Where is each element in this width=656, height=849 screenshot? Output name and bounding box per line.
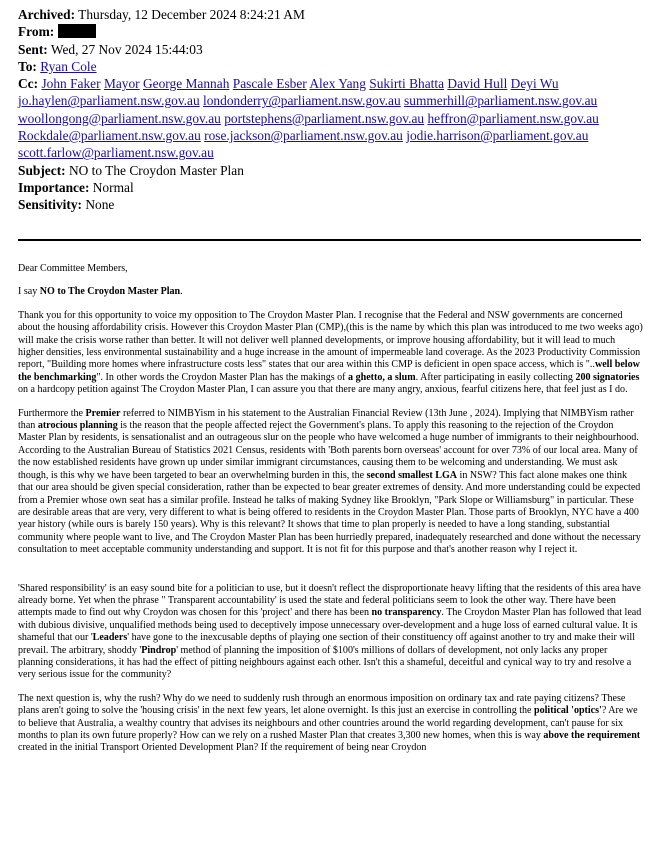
cc-email-link[interactable]: jo.haylen@parliament.nsw.gov.au bbox=[18, 93, 200, 109]
archived-label: Archived: bbox=[18, 7, 76, 22]
cc-recipient-link[interactable]: Deyi Wu bbox=[510, 76, 559, 92]
emphasis-text: atrocious planning bbox=[37, 420, 118, 432]
intro-text: I say bbox=[18, 286, 40, 298]
cc-recipient-link[interactable]: George Mannah bbox=[143, 76, 230, 92]
cc-recipient-link[interactable]: John Faker bbox=[41, 76, 101, 92]
to-label: To: bbox=[18, 58, 37, 74]
paragraph-3 bbox=[18, 583, 643, 682]
from-row bbox=[18, 23, 648, 40]
cc-email-link[interactable]: Rockdale@parliament.nsw.gov.au bbox=[18, 128, 201, 144]
redacted-sender bbox=[58, 24, 96, 38]
greeting: Dear Committee Members, bbox=[18, 263, 128, 274]
body-text: in NSW? This fact alone makes one think that our area should be given special consideration, rather than be expected to bear greater extremes of density. And more understanding could be expected from a Premier whose own seat has a similar profile. Instead he talks of making Sydney like Brooklyn, "Park Slope or Williamsburg" in particular. These are desirable areas that are very, very different to what is being offered to residents in the Croydon Master Plan. Those parts of Brooklyn, NYC have a 400 year history (while ours is barely 150 years). Why is this relevant? It shows that time to plan properly is needed to have a long standing, substantial community where people want to live, and The Croydon Master Plan has been hurriedly prepared, inadequately researched and done without the necessary consultation to meet acceptable community understanding and support. It is not fit for this purpose and that's another reason why I reject it. bbox=[18, 469, 641, 556]
intro-end: . bbox=[180, 286, 183, 298]
sent-label: Sent: bbox=[18, 41, 48, 57]
emphasis-text: Pindrop bbox=[141, 644, 177, 656]
sensitivity-value: None bbox=[85, 197, 115, 213]
to-recipient-link[interactable]: Ryan Cole bbox=[40, 58, 97, 74]
importance-label: Importance: bbox=[18, 179, 90, 195]
cc-names bbox=[41, 76, 558, 91]
emphasis-text: Premier bbox=[85, 407, 121, 419]
body-text: on a hardcopy petition against The Croydon Master Plan, I can assure you that there are many angry, anxious, fearful citizens here, that feel just as I do. bbox=[18, 384, 628, 396]
body-text: Thank you for this opportunity to voice my opposition to The Croydon Master Plan. I recognise that the Federal and NSW governments are concerned about the housing affordability crisis. However this Croydon Master Plan (CMP),(this is the name by which this plan was introduced to me two weeks ago) will make the crisis worse rather than better. It will not deliver well planned developments, or improve housing affordability, but it will lead to much higher densities, less environmental sustainability and a huge increase in the amount of impermeable land coverage. As the 2023 Productivity Commission report, "Building more homes where infrastructure costs less" states that our area within this CMP is deficient in open space access, which is ".. bbox=[18, 309, 643, 371]
body-text: referred to NIMBYism in his statement to the Australian Financial Review (13th June , 2024). Implying that NIMBYism rather than bbox=[18, 407, 634, 432]
body-text: 'Shared responsibility' is an easy sound bite for a politician to use, but it doesn't reflect the disproportionate heavy lifting that the residents of this area have already borne. Yet when the phrase " Transparent accountability' is used the state and federal politicians seem to look the other way. There have been attempts made to find out why Croydon was chosen for this 'project' and there has been bbox=[18, 582, 641, 619]
header-divider bbox=[18, 239, 641, 241]
cc-email-link[interactable]: woollongong@parliament.nsw.gov.au bbox=[18, 110, 221, 126]
emphasis-text: second smallest LGA bbox=[366, 469, 458, 481]
cc-label: Cc: bbox=[18, 76, 39, 92]
sent-row bbox=[18, 41, 648, 58]
cc-recipient-link[interactable]: Pascale Esber bbox=[232, 76, 307, 92]
email-body bbox=[18, 263, 643, 766]
cc-recipient-link[interactable]: Alex Yang bbox=[309, 76, 366, 92]
sensitivity-row bbox=[18, 196, 648, 213]
emphasis-text: no transparency bbox=[371, 607, 442, 619]
body-text: ? Are we to believe that Australia, a wealthy country that advises its neighbours and other countries around the world regarding development, can't pause for six months to plan its own future properly? How can we rely on a rushed Master Plan that creates 3,300 new homes, when this is way bbox=[18, 705, 638, 741]
archived-row bbox=[18, 6, 648, 23]
email-header bbox=[18, 6, 648, 214]
cc-email-link[interactable]: londonderry@parliament.nsw.gov.au bbox=[203, 93, 401, 109]
sent-value: Wed, 27 Nov 2024 15:44:03 bbox=[50, 41, 203, 57]
body-text: Furthermore the bbox=[18, 407, 86, 419]
cc-email-row bbox=[18, 92, 648, 109]
from-label: From: bbox=[18, 24, 55, 40]
cc-email-link[interactable]: summerhill@parliament.nsw.gov.au bbox=[404, 93, 598, 109]
cc-email-link[interactable]: jodie.harrison@parliament.gov.au bbox=[406, 128, 589, 144]
paragraph-4 bbox=[18, 693, 643, 755]
emphasis-text: political 'optics' bbox=[534, 705, 602, 717]
cc-recipient-link[interactable]: Sukirti Bhatta bbox=[369, 76, 445, 92]
body-text: The next question is, why the rush? Why do we need to suddenly rush through an enormous imposition on ordinary tax and rate paying citizens? These plans aren't going to solve the 'housing crisis' in the next few years, let alone overnight. Is this just an exercise in controlling the bbox=[18, 692, 626, 717]
intro-bold: NO to The Croydon Master Plan bbox=[39, 286, 181, 298]
emphasis-text: a ghetto, a slum bbox=[348, 371, 416, 383]
emphasis-text: Leaders bbox=[92, 632, 128, 644]
cc-email-list bbox=[18, 92, 648, 161]
body-text: . After participating in easily collecting bbox=[415, 371, 576, 383]
importance-value: Normal bbox=[92, 179, 134, 195]
body-text: ". In other words the Croydon Master Plan has the makings of bbox=[96, 371, 349, 383]
cc-email-row bbox=[18, 144, 648, 161]
subject-value: NO to The Croydon Master Plan bbox=[68, 162, 244, 178]
emphasis-text: above the requirement bbox=[543, 730, 641, 741]
body-text: ' have gone to the inexcusable depths of playing one section of their constituency off against another to try and make their will prevail. The arbitrary, shoddy ' bbox=[18, 632, 635, 656]
subject-row bbox=[18, 162, 648, 179]
emphasis-text: 200 signatories bbox=[575, 371, 640, 383]
archived-value: Thursday, 12 December 2024 8:24:21 AM bbox=[78, 7, 305, 22]
cc-recipient-link[interactable]: Mayor bbox=[103, 76, 140, 92]
emphasis-text: well below the benchmarking bbox=[18, 359, 640, 383]
sensitivity-label: Sensitivity: bbox=[18, 197, 82, 213]
cc-email-row bbox=[18, 127, 648, 144]
subject-label: Subject: bbox=[18, 162, 66, 178]
body-text: is the reason that the people affected reject the Government's plans. To apply this reasoning to the rejection of the Croydon Master Plan by residents, is sensationalist and an outrageous slur on the people who have welcomed a huge number of immigrants to their neighbourhood. According to the Australian Bureau of Statistics 2021 Census, residents with 'Both parents born overseas' account for over 73% of our local area. Many of the now established residents have grown up under similar immigrant circumstances, causing them to be welcoming and understanding. We must ask though, is this why we have been targeted to bear an overwhelming burden in this, the bbox=[18, 420, 639, 481]
body-text: . The Croydon Master Plan has followed that lead with dubious divisive, unqualified methods being used to deceptively impose unnecessary over-development and a huge loss of earned cultural value. It is shameful that our ' bbox=[18, 607, 642, 644]
paragraph-1 bbox=[18, 310, 643, 397]
importance-row bbox=[18, 179, 648, 196]
cc-email-link[interactable]: scott.farlow@parliament.nsw.gov.au bbox=[18, 145, 214, 161]
to-row bbox=[18, 58, 648, 75]
body-text: created in the initial Transport Oriented Development Plan? If the requirement of being near Croydon bbox=[18, 742, 427, 754]
intro-paragraph bbox=[18, 286, 643, 298]
body-text: ' method of planning the imposition of $100's millions of dollars of development, not only lacks any proper planning considerations, it has had the effect of pitting neighbours against each other. Isn't this a shameful, deceitful and cynical way to try and resolve a very serious issue for the community? bbox=[18, 644, 632, 681]
cc-email-link[interactable]: heffron@parliament.nsw.gov.au bbox=[427, 110, 599, 126]
cc-row bbox=[18, 75, 648, 92]
cc-email-link[interactable]: rose.jackson@parliament.nsw.gov.au bbox=[204, 128, 403, 144]
cc-email-link[interactable]: portstephens@parliament.nsw.gov.au bbox=[224, 110, 425, 126]
cc-email-row bbox=[18, 110, 648, 127]
paragraph-2 bbox=[18, 408, 643, 557]
cc-recipient-link[interactable]: David Hull bbox=[447, 76, 508, 92]
